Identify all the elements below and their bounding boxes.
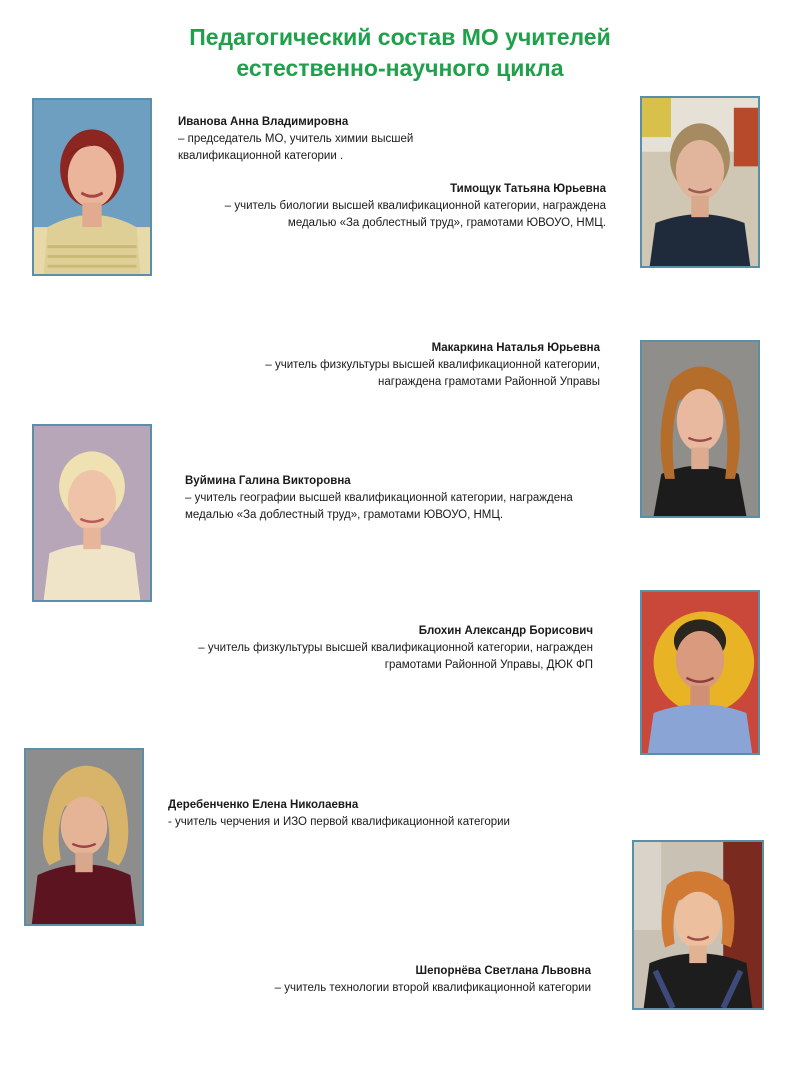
teacher-description: – учитель технологии второй квалификационной категории bbox=[274, 982, 591, 994]
page-title-line-1: Педагогический состав МО учителей bbox=[189, 24, 611, 50]
teacher-name: Блохин Александр Борисович bbox=[418, 625, 593, 637]
teacher-photo-makarkina bbox=[640, 340, 760, 518]
teacher-name: Макаркина Наталья Юрьевна bbox=[431, 342, 600, 354]
teacher-description: - учитель черчения и ИЗО первой квалификационной категории bbox=[168, 816, 510, 828]
teacher-photo-vuymina bbox=[32, 424, 152, 602]
teacher-card-ivanova bbox=[178, 114, 508, 165]
teacher-name: Тимощук Татьяна Юрьевна bbox=[450, 183, 606, 195]
teacher-name: Шепорнёва Светлана Львовна bbox=[415, 965, 591, 977]
teacher-description: – учитель физкультуры высшей квалификационной категории, награжден грамотами Районной Управы, ДЮК ФП bbox=[198, 642, 593, 671]
teacher-card-vuymina bbox=[185, 473, 605, 524]
teacher-card-blokhin bbox=[190, 623, 593, 674]
teacher-description: – председатель МО, учитель химии высшей квалификационной категории . bbox=[178, 133, 414, 162]
page-title bbox=[0, 22, 800, 84]
teacher-name: Деребенченко Елена Николаевна bbox=[168, 799, 359, 811]
teacher-name: Иванова Анна Владимировна bbox=[178, 116, 349, 128]
teacher-card-timoshchuk bbox=[205, 181, 606, 232]
teacher-photo-ivanova bbox=[32, 98, 152, 276]
teacher-photo-derebenchenko bbox=[24, 748, 144, 926]
teacher-photo-blokhin bbox=[640, 590, 760, 755]
teacher-card-makarkina bbox=[228, 340, 600, 391]
teacher-description: – учитель географии высшей квалификационной категории, награждена медалью «За доблестный труд», грамотами ЮВОУО, НМЦ. bbox=[185, 492, 573, 521]
teacher-description: – учитель физкультуры высшей квалификационной категории, награждена грамотами Районной Управы bbox=[265, 359, 600, 388]
teacher-card-derebenchenko bbox=[168, 797, 553, 831]
page-title-line-2: естественно-научного цикла bbox=[236, 55, 564, 81]
teacher-description: – учитель биологии высшей квалификационной категории, награждена медалью «За доблестный труд», грамотами ЮВОУО, НМЦ. bbox=[224, 200, 606, 229]
teacher-photo-sheporneva bbox=[632, 840, 764, 1010]
teacher-name: Вуймина Галина Викторовна bbox=[185, 475, 351, 487]
teacher-photo-timoshchuk bbox=[640, 96, 760, 268]
teacher-card-sheporneva bbox=[170, 963, 591, 997]
